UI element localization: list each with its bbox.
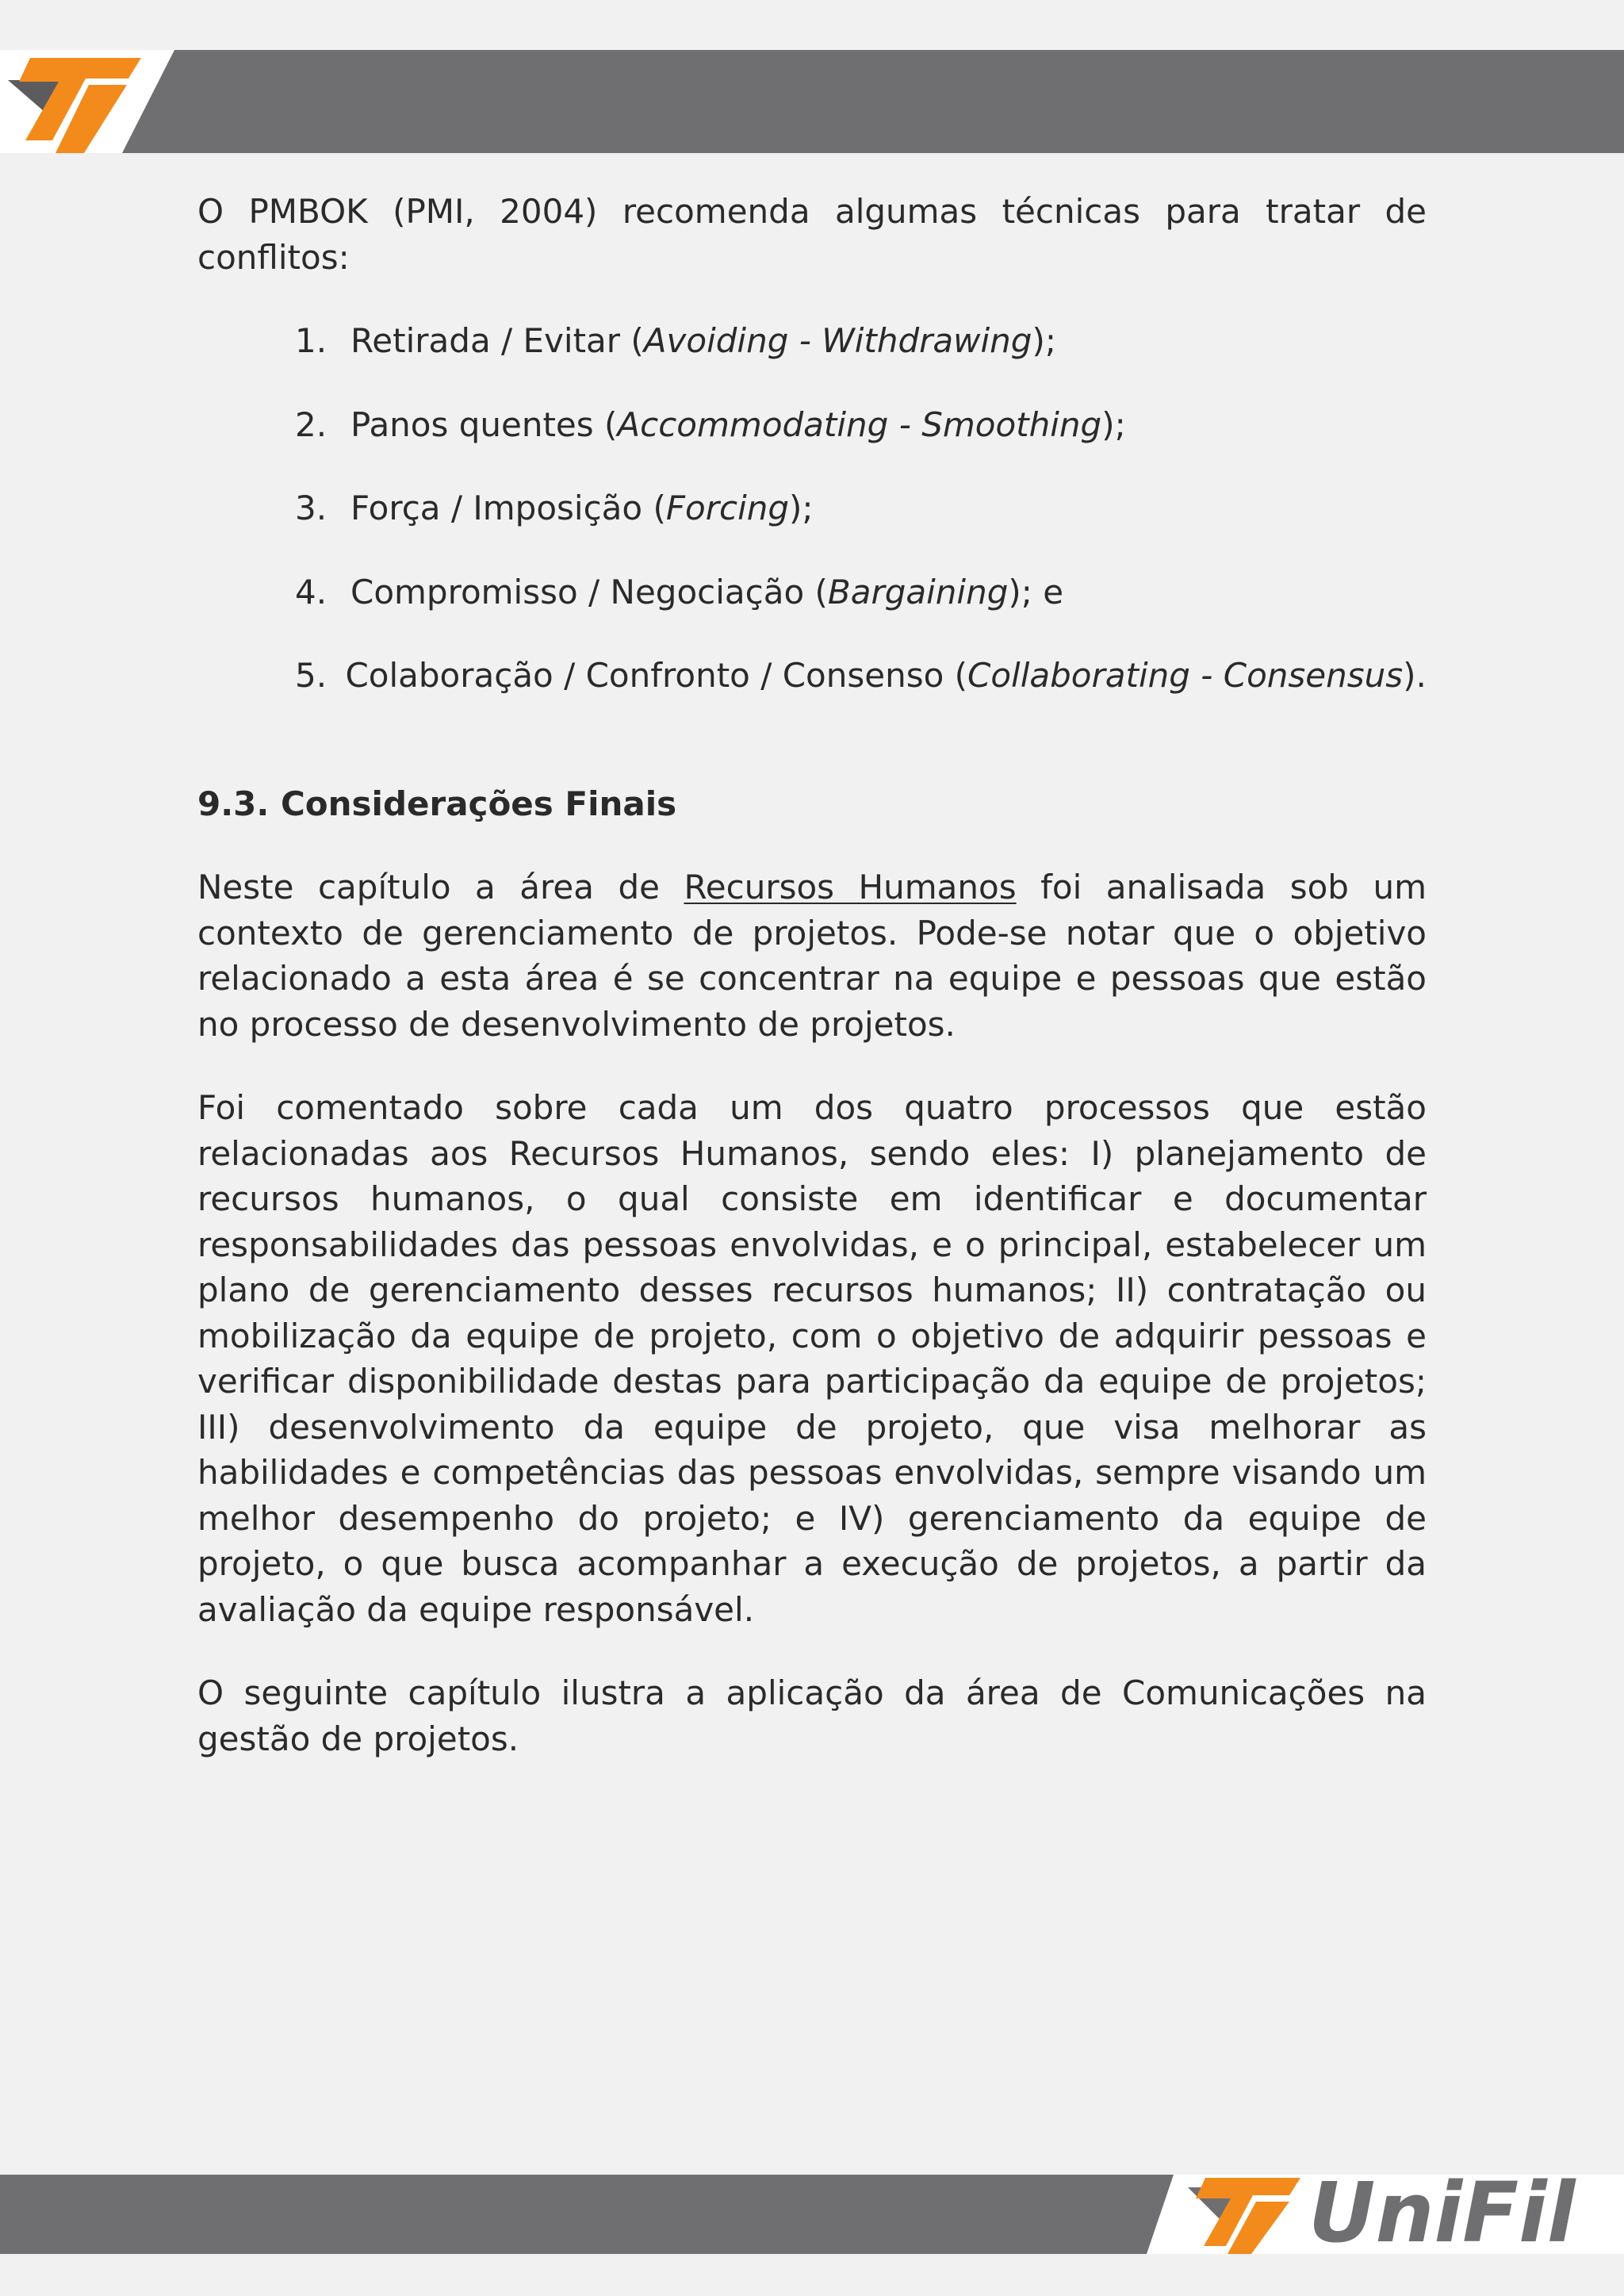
technique-name: Força / Imposição ( (350, 489, 666, 527)
technique-english: Forcing (665, 489, 790, 527)
paragraph-text: foi analisada sob um contexto de gerenciamento de projetos. Pode-se notar que o objetivo relacionado a esta área é se concentrar na equipe e pessoas que estão no processo de desenvolvimento de projetos. (197, 868, 1427, 1044)
conflict-techniques-list (197, 318, 1427, 699)
technique-tail: ). (1403, 656, 1427, 695)
list-number: 3. (295, 489, 327, 527)
list-item (295, 569, 1427, 615)
technique-english: Accommodating - Smoothing (617, 404, 1102, 444)
technique-name: Panos quentes ( (350, 404, 618, 444)
next-chapter-paragraph: O seguinte capítulo ilustra a aplicação da área de Comunicações na gestão de projetos. (197, 1673, 1427, 1758)
footer-band (0, 2175, 1624, 2254)
technique-tail: ); (789, 489, 814, 527)
list-number: 2. (295, 404, 327, 444)
technique-tail: ); e (1008, 572, 1064, 611)
technique-name: Compromisso / Negociação ( (350, 572, 828, 611)
section-heading: 9.3. Considerações Finais (197, 784, 677, 823)
list-item (295, 653, 1427, 699)
technique-english: Avoiding - Withdrawing (643, 321, 1032, 360)
technique-tail: ); (1032, 321, 1057, 360)
technique-english: Collaborating - Consensus (967, 656, 1404, 695)
header-band (0, 50, 1624, 153)
list-item (295, 485, 1427, 531)
document-body (197, 189, 1427, 1800)
technique-tail: ); (1101, 404, 1126, 444)
technique-name: Colaboração / Confronto / Consenso ( (345, 656, 968, 695)
summary-paragraph (197, 864, 1427, 1047)
list-item (295, 402, 1427, 448)
recursos-humanos-link[interactable]: Recursos Humanos (684, 868, 1017, 907)
list-number: 4. (295, 572, 327, 611)
intro-paragraph: O PMBOK (PMI, 2004) recomenda algumas técnicas para tratar de conflitos: (197, 192, 1427, 277)
brand-name: UniFil (1308, 2175, 1576, 2254)
list-number: 5. (295, 656, 327, 695)
technique-english: Bargaining (827, 572, 1009, 611)
processes-paragraph: Foi comentado sobre cada um dos quatro processos que estão relacionadas aos Recursos Humanos, sendo eles: I) planejamento de recursos humanos, o qual consiste em identificar e documentar responsabilidades das pessoas envolvidas, e o principal, estabelecer um plano de gerenciamento desses recursos humanos; II) contratação ou mobilização da equipe de projeto, com o objetivo de adquirir pessoas e verificar disponibilidade destas para participação da equipe de projetos; III) desenvolvimento da equipe de projeto, que visa melhorar as habilidades e competências das pessoas envolvidas, sempre visando um melhor desempenho do projeto; e IV) gerenciamento da equipe de projeto, o que busca acompanhar a execução de projetos, a partir da avaliação da equipe responsável. (197, 1088, 1427, 1629)
paragraph-text: Neste capítulo a área de (197, 868, 684, 907)
list-number: 1. (295, 321, 327, 360)
technique-name: Retirada / Evitar ( (350, 321, 644, 360)
list-item (295, 318, 1427, 364)
